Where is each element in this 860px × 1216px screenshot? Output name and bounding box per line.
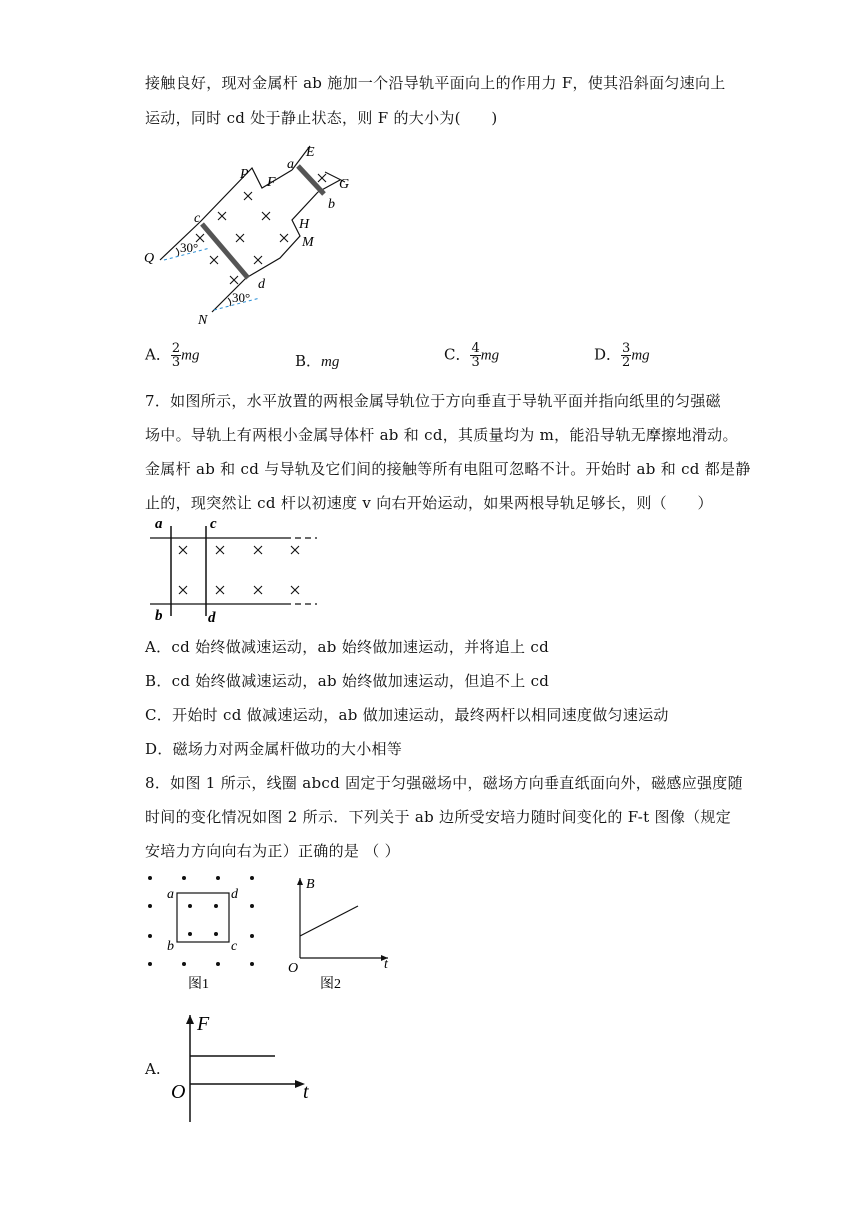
- q8-text-line-1: 8．如图 1 所示，线圈 abcd 固定于匀强磁场中，磁场方向垂直纸面向外，磁感应强度随: [145, 774, 743, 792]
- label-E: E: [306, 145, 315, 160]
- label-d: d: [231, 887, 238, 902]
- axis-label-B: B: [306, 877, 315, 892]
- q8-figure-2-b-t-graph: [282, 868, 402, 998]
- label-F: F: [267, 175, 276, 190]
- q7-option-c[interactable]: C．开始时 cd 做减速运动，ab 做加速运动，最终两杆以相同速度做匀速运动: [145, 706, 669, 724]
- q8-option-a-label[interactable]: A.: [145, 1060, 161, 1078]
- q8-text-line-3: 安培力方向向右为正）正确的是 （ ）: [145, 842, 400, 860]
- label-b: b: [167, 939, 174, 954]
- q7-option-b[interactable]: B．cd 始终做减速运动，ab 始终做加速运动，但追不上 cd: [145, 672, 550, 690]
- fig1-caption: 图1: [188, 977, 209, 992]
- fraction: $\frac{4}{3}$: [471, 341, 480, 370]
- axis-label-t: t: [384, 957, 388, 972]
- q7-rails-figure: [145, 514, 325, 626]
- q6-option-a[interactable]: A． $\frac{2}{3}$ mg: [145, 341, 200, 370]
- label-Q: Q: [144, 251, 155, 266]
- fraction: $\frac{2}{3}$: [171, 341, 181, 370]
- q6-option-d[interactable]: D． $\frac{3}{2}$ mg: [594, 341, 650, 370]
- q7-text-line-4: 止的，现突然让 cd 杆以初速度 v 向右开始运动，如果两根导轨足够长，则（ ）: [145, 494, 713, 512]
- label-a: a: [167, 887, 174, 902]
- origin-label: O: [288, 961, 299, 976]
- label-M: M: [302, 235, 314, 250]
- axis-label-t: t: [303, 1081, 309, 1103]
- q6-option-b[interactable]: B．mg: [295, 352, 340, 370]
- q6-text-line-1: 接触良好，现对金属杆 ab 施加一个沿导轨平面向上的作用力 F，使其沿斜面匀速向上: [145, 74, 726, 92]
- origin-label: O: [171, 1081, 186, 1103]
- label-b: b: [328, 197, 335, 212]
- q7-option-d[interactable]: D．磁场力对两金属杆做功的大小相等: [145, 740, 403, 758]
- q6-text-line-2: 运动，同时 cd 处于静止状态，则 F 的大小为( ): [145, 109, 498, 127]
- label-c: c: [194, 211, 201, 226]
- label-H: H: [299, 217, 310, 232]
- angle-label-2: 30°: [232, 290, 251, 305]
- label-a: a: [287, 157, 294, 172]
- q8-text-line-2: 时间的变化情况如图 2 所示．下列关于 ab 边所受安培力随时间变化的 F-t 图像（规定: [145, 808, 732, 826]
- q8-figure-1-coil: [140, 868, 270, 998]
- q7-text-line-3: 金属杆 ab 和 cd 与导轨及它们间的接触等所有电阻可忽略不计。开始时 ab 和 cd 都是静: [145, 460, 751, 478]
- label-a: a: [155, 516, 163, 532]
- label-N: N: [198, 313, 208, 328]
- fig2-caption: 图2: [320, 977, 341, 992]
- q7-option-a[interactable]: A．cd 始终做减速运动，ab 始终做加速运动，并将追上 cd: [145, 638, 549, 656]
- q6-option-c[interactable]: C． $\frac{4}{3}$ mg: [444, 341, 500, 370]
- label-d: d: [258, 277, 265, 292]
- label-P: P: [240, 167, 249, 182]
- axis-label-F: F: [197, 1013, 210, 1035]
- q8-option-a-graph: [165, 1010, 325, 1125]
- label-G: G: [339, 177, 350, 192]
- label-b: b: [155, 608, 163, 624]
- label-c: c: [231, 939, 238, 954]
- q7-text-line-1: 7．如图所示，水平放置的两根金属导轨位于方向垂直于导轨平面并指向纸里的匀强磁: [145, 392, 721, 410]
- label-d: d: [208, 610, 216, 626]
- angle-label-1: 30°: [180, 240, 199, 255]
- label-c: c: [210, 516, 217, 532]
- q6-inclined-rails-figure: [140, 140, 370, 330]
- q7-text-line-2: 场中。导轨上有两根小金属导体杆 ab 和 cd，其质量均为 m，能沿导轨无摩擦地滑动。: [145, 426, 738, 444]
- fraction: $\frac{3}{2}$: [622, 341, 631, 370]
